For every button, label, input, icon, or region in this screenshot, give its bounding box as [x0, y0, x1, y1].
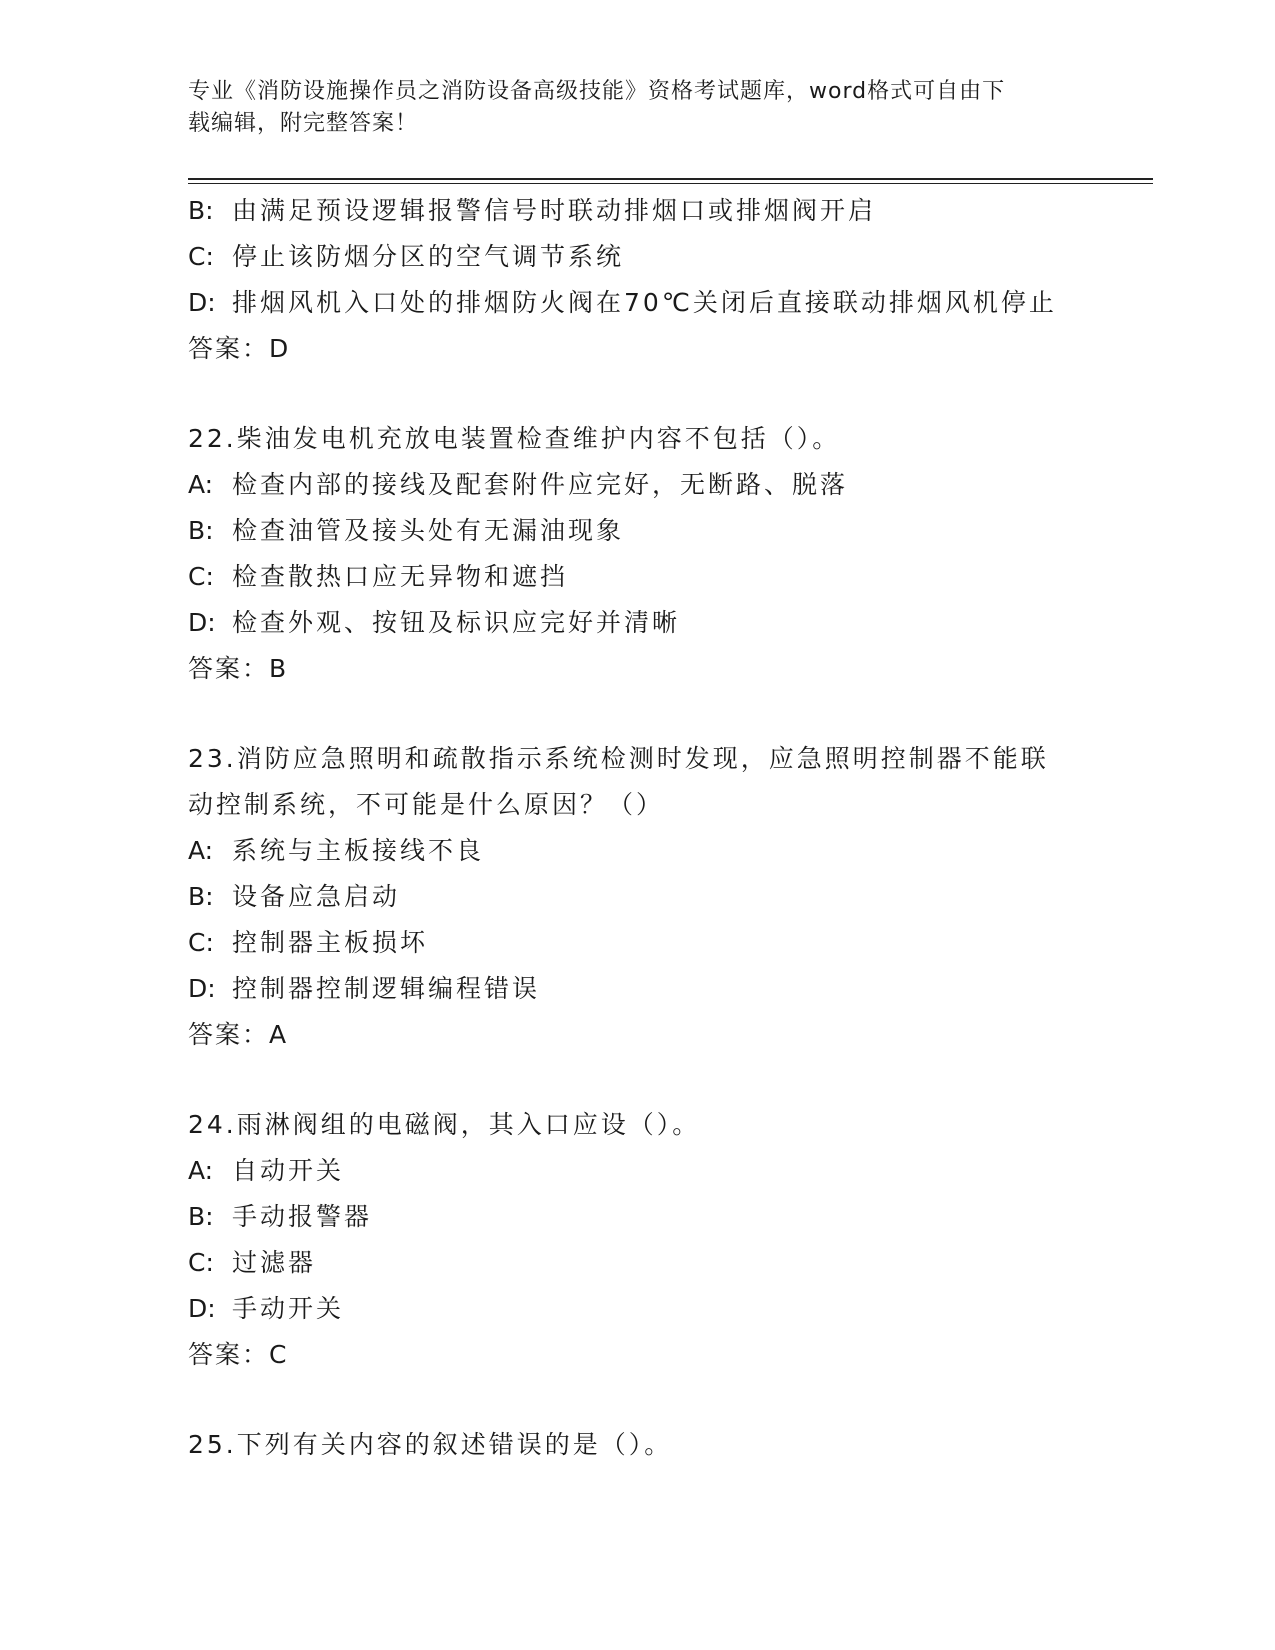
option-key: B:: [188, 882, 214, 911]
q24-option-d: [188, 1286, 1088, 1332]
answer-label: 答案：: [188, 334, 270, 363]
header-divider-thin: [188, 183, 1153, 184]
q25-stem: 25.下列有关内容的叙述错误的是（）。: [188, 1430, 673, 1459]
q23-option-d: [188, 966, 1088, 1012]
option-text: 检查外观、按钮及标识应完好并清晰: [232, 608, 681, 637]
q24-answer: [188, 1332, 1088, 1378]
option-key: B:: [188, 196, 214, 225]
option-text: 手动开关: [232, 1294, 345, 1323]
q23-stem-line-2: 动控制系统，不可能是什么原因？（）: [188, 790, 665, 819]
option-key: D:: [188, 974, 216, 1003]
answer-label: 答案：: [188, 654, 270, 683]
q24-option-b: [188, 1194, 1088, 1240]
header-line-1: 专业《消防设施操作员之消防设备高级技能》资格考试题库，word格式可自由下: [188, 79, 1006, 104]
answer-value: C: [269, 1340, 287, 1369]
answer-value: A: [269, 1020, 287, 1049]
option-key: A:: [188, 836, 214, 865]
answer-value: B: [269, 654, 287, 683]
answer-value: D: [269, 334, 289, 363]
q22-option-d: [188, 600, 1088, 646]
answer-label: 答案：: [188, 1340, 270, 1369]
option-text: 停止该防烟分区的空气调节系统: [232, 242, 625, 271]
q21-option-c: [188, 234, 1088, 280]
option-text: 过滤器: [232, 1248, 317, 1277]
q22-option-c: [188, 554, 1088, 600]
option-key: A:: [188, 1156, 214, 1185]
option-key: D:: [188, 288, 216, 317]
q23-stem-line-1: 23.消防应急照明和疏散指示系统检测时发现，应急照明控制器不能联: [188, 744, 1049, 773]
q21-answer: [188, 326, 1088, 372]
answer-label: 答案：: [188, 1020, 270, 1049]
q24-option-a: [188, 1148, 1088, 1194]
q22-option-a: [188, 462, 1088, 508]
q23-option-c: [188, 920, 1088, 966]
option-key: A:: [188, 470, 214, 499]
option-text: 设备应急启动: [232, 882, 401, 911]
q22-option-b: [188, 508, 1088, 554]
option-key: C:: [188, 242, 214, 271]
option-text: 手动报警器: [232, 1202, 373, 1231]
option-key: D:: [188, 1294, 216, 1323]
option-text: 控制器控制逻辑编程错误: [232, 974, 541, 1003]
q22-stem: 22.柴油发电机充放电装置检查维护内容不包括（）。: [188, 424, 841, 453]
option-key: C:: [188, 562, 214, 591]
q22-answer: [188, 646, 1088, 692]
option-text: 检查散热口应无异物和遮挡: [232, 562, 569, 591]
option-text: 检查内部的接线及配套附件应完好，无断路、脱落: [232, 470, 849, 499]
header-line-2: 载编辑，附完整答案！: [188, 111, 419, 136]
q21-option-d: [188, 280, 1088, 326]
option-text: 检查油管及接头处有无漏油现象: [232, 516, 625, 545]
q23-answer: [188, 1012, 1088, 1058]
q24-option-c: [188, 1240, 1088, 1286]
q21-option-b: [188, 188, 1088, 234]
document-header: [188, 76, 1068, 140]
option-key: B:: [188, 1202, 214, 1231]
q24-stem: 24.雨淋阀组的电磁阀，其入口应设（）。: [188, 1110, 701, 1139]
q23-option-a: [188, 828, 1088, 874]
option-text: 系统与主板接线不良: [232, 836, 485, 865]
option-key: D:: [188, 608, 216, 637]
option-text: 由满足预设逻辑报警信号时联动排烟口或排烟阀开启: [232, 196, 877, 225]
option-text: 自动开关: [232, 1156, 345, 1185]
question-list: [188, 188, 1088, 1468]
option-text: 排烟风机入口处的排烟防火阀在70℃关闭后直接联动排烟风机停止: [232, 288, 1057, 317]
q23-option-b: [188, 874, 1088, 920]
option-key: C:: [188, 928, 214, 957]
header-divider-thick: [188, 178, 1153, 180]
option-key: B:: [188, 516, 214, 545]
option-text: 控制器主板损坏: [232, 928, 429, 957]
option-key: C:: [188, 1248, 214, 1277]
